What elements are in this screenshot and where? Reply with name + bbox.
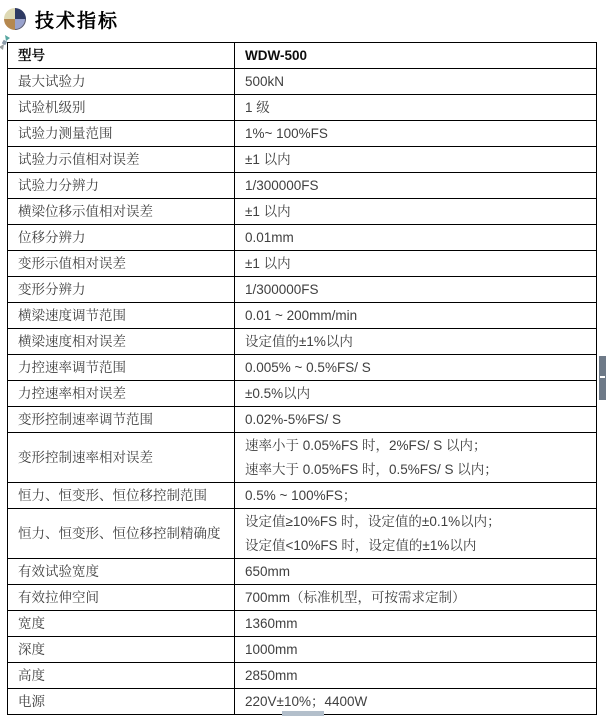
spec-value-line: 速率大于 0.05%FS 时，0.5%FS/ S 以内； (245, 461, 498, 477)
spec-value: 500kN (235, 69, 597, 95)
spec-value-line: 设定值≥10%FS 时，设定值的±0.1%以内； (245, 513, 501, 529)
spec-value: 1 级 (235, 95, 597, 121)
spec-label: 有效试验宽度 (8, 559, 235, 585)
page-header (0, 0, 606, 32)
table-row (8, 251, 597, 277)
spec-label: 变形控制速率调节范围 (8, 407, 235, 433)
spec-label: 宽度 (8, 611, 235, 637)
table-row (8, 199, 597, 225)
spec-label: 变形示值相对误差 (8, 251, 235, 277)
spec-label: 试验力测量范围 (8, 121, 235, 147)
spec-value: 设定值的±1%以内 (235, 329, 597, 355)
pie-icon (4, 8, 26, 30)
table-row (8, 277, 597, 303)
scrollbar-grip (600, 376, 605, 378)
table-row (8, 147, 597, 173)
spec-label: 恒力、恒变形、恒位移控制范围 (8, 483, 235, 509)
spec-label: 变形控制速率相对误差 (8, 433, 235, 483)
table-row (8, 303, 597, 329)
table-row (8, 637, 597, 663)
spec-value: 1/300000FS (235, 277, 597, 303)
spec-value: 0.02%-5%FS/ S (235, 407, 597, 433)
table-row (8, 381, 597, 407)
table-row (8, 173, 597, 199)
table-row (8, 663, 597, 689)
spec-label: 位移分辨力 (8, 225, 235, 251)
spec-label: 变形分辨力 (8, 277, 235, 303)
spec-value: 1000mm (235, 637, 597, 663)
spec-label: 试验力分辨力 (8, 173, 235, 199)
spec-value-line: 速率小于 0.05%FS 时，2%FS/ S 以内； (245, 437, 487, 453)
spec-label: 电源 (8, 689, 235, 715)
object-anchor-icon (0, 34, 12, 51)
specs-table (7, 42, 597, 715)
spec-value: ±1 以内 (235, 147, 597, 173)
table-row (8, 43, 597, 69)
spec-value: ±1 以内 (235, 251, 597, 277)
spec-label: 恒力、恒变形、恒位移控制精确度 (8, 509, 235, 559)
table-row (8, 69, 597, 95)
spec-label: 横梁速度调节范围 (8, 303, 235, 329)
vertical-scrollbar-thumb[interactable] (599, 356, 606, 400)
partial-element-artifact (282, 711, 324, 716)
spec-value: 0.01 ~ 200mm/min (235, 303, 597, 329)
table-row (8, 407, 597, 433)
spec-label: 深度 (8, 637, 235, 663)
table-row (8, 509, 597, 559)
spec-value: 1360mm (235, 611, 597, 637)
spec-value-line: 设定值<10%FS 时，设定值的±1%以内 (245, 537, 477, 553)
table-row (8, 559, 597, 585)
spec-value (235, 433, 597, 483)
table-row (8, 611, 597, 637)
table-row (8, 355, 597, 381)
spec-value: 1%~ 100%FS (235, 121, 597, 147)
spec-value: WDW-500 (235, 43, 597, 69)
table-row (8, 433, 597, 483)
table-row (8, 585, 597, 611)
table-row (8, 225, 597, 251)
spec-value: 0.005% ~ 0.5%FS/ S (235, 355, 597, 381)
spec-value (235, 509, 597, 559)
table-row (8, 121, 597, 147)
spec-value: ±1 以内 (235, 199, 597, 225)
table-row (8, 95, 597, 121)
spec-label: 力控速率调节范围 (8, 355, 235, 381)
page-title: 技术指标 (35, 10, 120, 32)
spec-label: 有效拉伸空间 (8, 585, 235, 611)
spec-value: 220V±10%；4400W (235, 689, 597, 715)
spec-value: 0.01mm (235, 225, 597, 251)
spec-label: 力控速率相对误差 (8, 381, 235, 407)
table-row (8, 329, 597, 355)
spec-value: ±0.5%以内 (235, 381, 597, 407)
table-row (8, 483, 597, 509)
spec-label: 试验机级别 (8, 95, 235, 121)
spec-value: 2850mm (235, 663, 597, 689)
spec-label: 试验力示值相对误差 (8, 147, 235, 173)
spec-label: 型号 (8, 43, 235, 69)
spec-value: 700mm（标准机型，可按需求定制） (235, 585, 597, 611)
spec-value: 0.5% ~ 100%FS； (235, 483, 597, 509)
spec-label: 高度 (8, 663, 235, 689)
spec-label: 横梁位移示值相对误差 (8, 199, 235, 225)
spec-value: 1/300000FS (235, 173, 597, 199)
spec-label: 横梁速度相对误差 (8, 329, 235, 355)
spec-label: 最大试验力 (8, 69, 235, 95)
spec-value: 650mm (235, 559, 597, 585)
